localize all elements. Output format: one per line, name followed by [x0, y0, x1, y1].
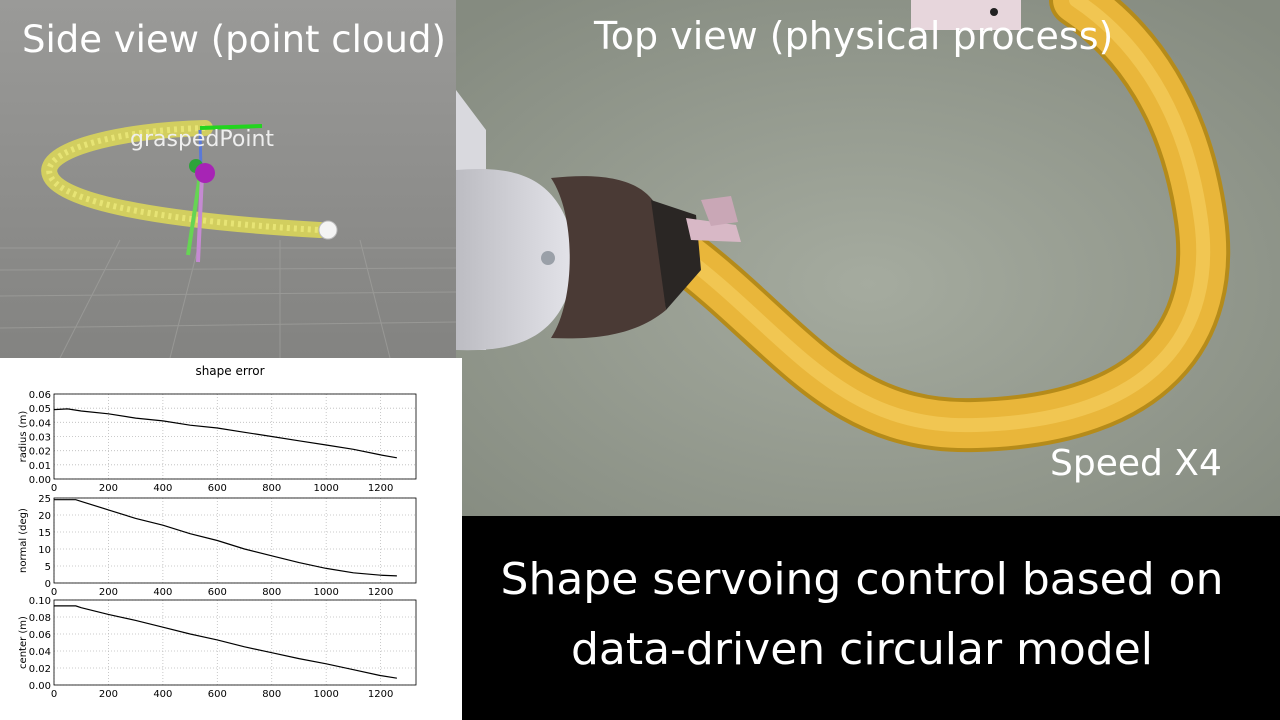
shape-error-plot — [0, 358, 462, 720]
x-tick-label: 0 — [50, 483, 58, 494]
x-tick-label: 200 — [98, 483, 118, 494]
y-tick-label: 0.10 — [28, 596, 51, 607]
x-tick-label: 800 — [262, 483, 282, 494]
y-axis-label: center (m) — [18, 616, 29, 669]
x-tick-label: 400 — [153, 587, 173, 598]
side-view-title: Side view (point cloud) — [22, 18, 446, 61]
y-tick-label: 0.03 — [28, 432, 51, 444]
y-tick-label: 25 — [38, 494, 51, 505]
caption-line-2: data-driven circular model — [570, 624, 1154, 675]
x-tick-label: 800 — [262, 587, 282, 598]
y-tick-label: 0.00 — [28, 681, 51, 692]
y-tick-label: 0.01 — [28, 460, 51, 472]
x-tick-label: 1000 — [313, 587, 339, 598]
y-tick-label: 5 — [44, 562, 51, 573]
x-tick-label: 400 — [153, 483, 173, 494]
y-axis-label: normal (deg) — [18, 508, 29, 573]
x-tick-label: 1200 — [367, 689, 394, 700]
x-tick-label: 600 — [207, 483, 227, 494]
grasped-point-marker — [195, 163, 215, 183]
x-tick-label: 800 — [262, 689, 282, 700]
y-tick-label: 15 — [38, 528, 51, 539]
y-axis-label: radius (m) — [18, 410, 29, 463]
y-tick-label: 0.00 — [28, 475, 51, 486]
y-tick-label: 10 — [38, 545, 51, 556]
subplots — [18, 390, 416, 700]
y-tick-label: 0.04 — [28, 647, 51, 658]
physical-scene — [456, 0, 1280, 516]
x-tick-label: 0 — [50, 587, 58, 598]
subplot-3 — [18, 596, 416, 700]
y-tick-label: 0.04 — [28, 418, 51, 430]
top-view-title: Top view (physical process) — [594, 14, 1114, 58]
caption-panel — [462, 516, 1280, 720]
side-view-panel — [0, 0, 456, 358]
arm-bolt — [541, 251, 555, 265]
y-tick-label: 0 — [44, 579, 51, 590]
plot-title: shape error — [195, 364, 265, 378]
x-tick-label: 1000 — [313, 689, 339, 700]
plot-canvas — [0, 358, 462, 720]
x-tick-label: 1200 — [367, 483, 394, 494]
x-tick-label: 200 — [98, 689, 118, 700]
caption-line-1: Shape servoing control based on — [500, 554, 1224, 605]
y-tick-label: 0.06 — [28, 630, 51, 641]
y-tick-label: 20 — [38, 511, 51, 522]
x-tick-label: 0 — [50, 689, 58, 700]
y-tick-label: 0.06 — [28, 390, 51, 401]
end-point-marker — [319, 221, 337, 239]
x-tick-label: 600 — [207, 689, 227, 700]
speed-label: Speed X4 — [1050, 443, 1222, 484]
x-tick-label: 400 — [153, 689, 173, 700]
x-tick-label: 1000 — [313, 483, 339, 494]
y-tick-label: 0.02 — [28, 446, 51, 458]
subplot-2 — [18, 494, 416, 598]
x-tick-label: 200 — [98, 587, 118, 598]
y-tick-label: 0.02 — [28, 664, 51, 675]
subplot-1 — [18, 390, 416, 494]
y-tick-label: 0.05 — [28, 404, 51, 416]
x-tick-label: 600 — [207, 587, 227, 598]
x-tick-label: 1200 — [367, 587, 394, 598]
series-line — [54, 500, 397, 576]
grasped-point-label: graspedPoint — [130, 127, 275, 152]
y-tick-label: 0.08 — [28, 613, 51, 624]
top-view-panel — [456, 0, 1280, 516]
